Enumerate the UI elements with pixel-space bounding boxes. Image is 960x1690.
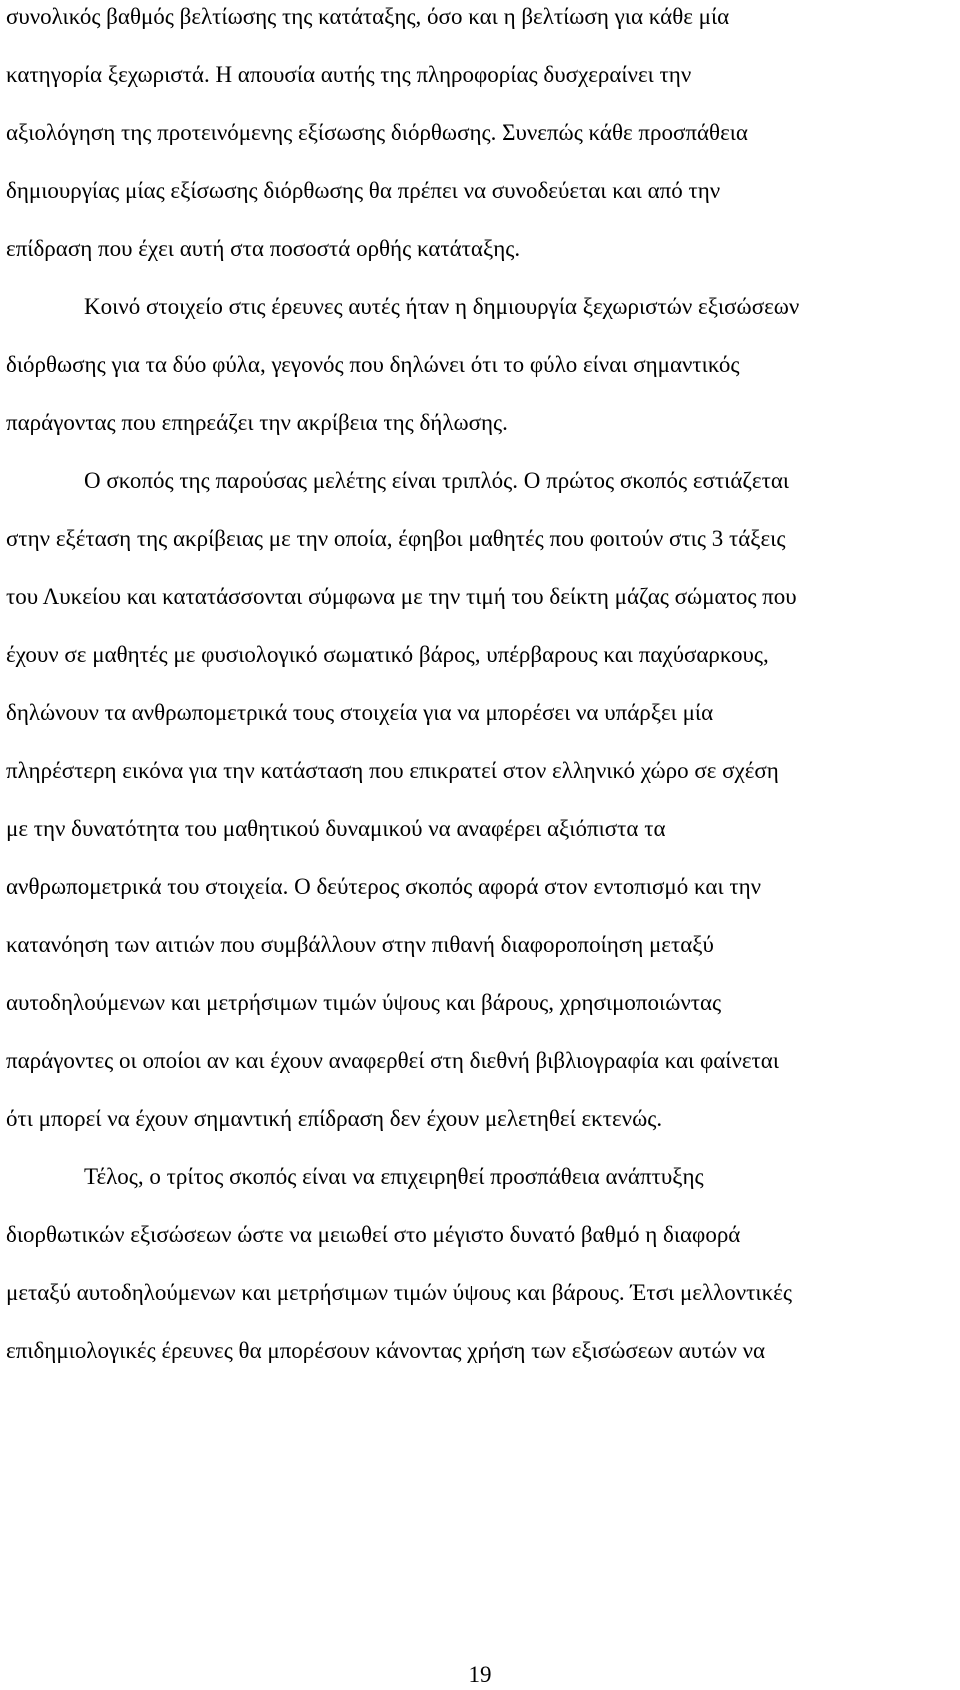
text-line: παράγοντας που επηρεάζει την ακρίβεια της δήλωσης. bbox=[6, 410, 508, 435]
text-line: ότι μπορεί να έχουν σημαντική επίδραση δεν έχουν μελετηθεί εκτενώς. bbox=[6, 1106, 663, 1131]
text-line: Κοινό στοιχείο στις έρευνες αυτές ήταν η δημιουργία ξεχωριστών εξισώσεων bbox=[84, 294, 800, 319]
text-line: επιδημιολογικές έρευνες θα μπορέσουν κάνοντας χρήση των εξισώσεων αυτών να bbox=[6, 1338, 766, 1363]
text-line: έχουν σε μαθητές με φυσιολογικό σωματικό βάρος, υπέρβαρους και παχύσαρκους, bbox=[6, 642, 769, 667]
text-line: στην εξέταση της ακρίβειας με την οποία, έφηβοι μαθητές που φοιτούν στις 3 τάξεις bbox=[6, 526, 786, 551]
text-line: πληρέστερη εικόνα για την κατάσταση που επικρατεί στον ελληνικό χώρο σε σχέση bbox=[6, 758, 779, 783]
page-number: 19 bbox=[468, 1662, 492, 1687]
text-line: παράγοντες οι οποίοι αν και έχουν αναφερθεί στη διεθνή βιβλιογραφία και φαίνεται bbox=[6, 1048, 780, 1073]
text-line: δηλώνουν τα ανθρωπομετρικά τους στοιχεία για να μπορέσει να υπάρξει μία bbox=[6, 700, 714, 725]
text-line: Ο σκοπός της παρούσας μελέτης είναι τριπλός. Ο πρώτος σκοπός εστιάζεται bbox=[84, 468, 790, 493]
text-line: διορθωτικών εξισώσεων ώστε να μειωθεί στο μέγιστο δυνατό βαθμό η διαφορά bbox=[6, 1222, 741, 1247]
text-line: μεταξύ αυτοδηλούμενων και μετρήσιμων τιμών ύψους και βάρους. Έτσι μελλοντικές bbox=[6, 1280, 792, 1305]
text-line: συνολικός βαθμός βελτίωσης της κατάταξης, όσο και η βελτίωση για κάθε μία bbox=[6, 4, 730, 29]
text-line: κατανόηση των αιτιών που συμβάλλουν στην πιθανή διαφοροποίηση μεταξύ bbox=[6, 932, 714, 957]
text-line: κατηγορία ξεχωριστά. Η απουσία αυτής της πληροφορίας δυσχεραίνει την bbox=[6, 62, 692, 87]
text-line: αυτοδηλούμενων και μετρήσιμων τιμών ύψους και βάρους, χρησιμοποιώντας bbox=[6, 990, 722, 1015]
text-line: του Λυκείου και κατατάσσονται σύμφωνα με την τιμή του δείκτη μάζας σώματος που bbox=[6, 584, 797, 609]
text-line: Τέλος, ο τρίτος σκοπός είναι να επιχειρηθεί προσπάθεια ανάπτυξης bbox=[84, 1164, 704, 1189]
text-line: διόρθωσης για τα δύο φύλα, γεγονός που δηλώνει ότι το φύλο είναι σημαντικός bbox=[6, 352, 740, 377]
text-line: ανθρωπομετρικά του στοιχεία. Ο δεύτερος σκοπός αφορά στον εντοπισμό και την bbox=[6, 874, 762, 899]
text-line: με την δυνατότητα του μαθητικού δυναμικού να αναφέρει αξιόπιστα τα bbox=[6, 816, 666, 841]
text-line: αξιολόγηση της προτεινόμενης εξίσωσης διόρθωσης. Συνεπώς κάθε προσπάθεια bbox=[6, 120, 748, 145]
text-line: επίδραση που έχει αυτή στα ποσοστά ορθής κατάταξης. bbox=[6, 236, 521, 261]
text-line: δημιουργίας μίας εξίσωσης διόρθωσης θα πρέπει να συνοδεύεται και από την bbox=[6, 178, 721, 203]
